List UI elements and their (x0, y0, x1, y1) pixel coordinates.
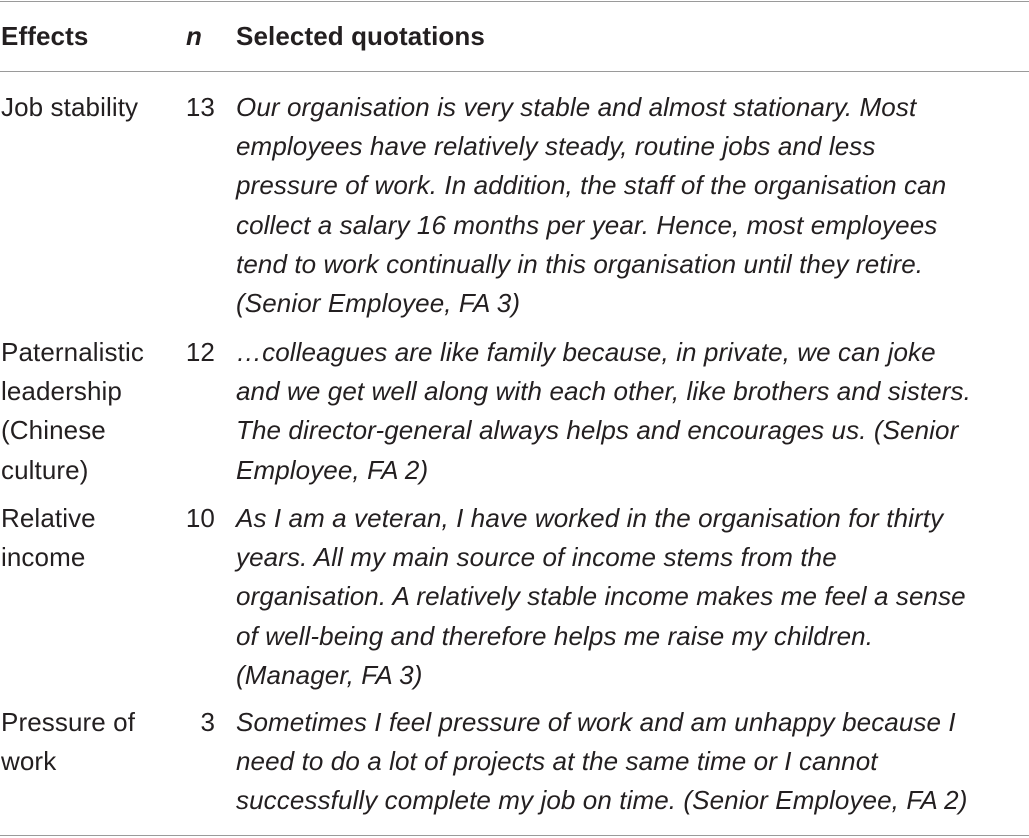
row-3-effect (1, 499, 171, 577)
quote-line: collect a salary 16 months per year. Hence, most employees (236, 209, 938, 240)
row-4-n: 3 (200, 707, 215, 737)
quote-line: successfully complete my job on time. (Senior Employee, FA 2) (236, 785, 968, 816)
quote-line: need to do a lot of projects at the same time or I cannot (236, 746, 878, 777)
row-2-effect-line: leadership (1, 376, 122, 407)
row-3-effect-line: Relative (1, 503, 96, 533)
row-3-effect-line: income (1, 542, 86, 573)
row-1-effect-line: Job stability (1, 92, 139, 122)
row-2-effect (1, 333, 171, 490)
quote-line: of well-being and therefore helps me raise my children. (236, 620, 874, 651)
row-2-effect-line: (Chinese (1, 415, 106, 446)
quote-line: As I am a veteran, I have worked in the organisation for thirty (236, 503, 944, 533)
row-2-quote (236, 333, 1026, 490)
header-rule (0, 71, 1029, 72)
quote-line: employees have relatively steady, routine jobs and less (236, 131, 876, 162)
quote-line: tend to work continually in this organisation until they retire. (236, 248, 924, 279)
quote-line: and we get well along with each other, like brothers and sisters. (236, 376, 971, 407)
quote-line: The director-general always helps and encourages us. (Senior (236, 415, 959, 446)
quote-line: years. All my main source of income stems from the (236, 542, 837, 573)
header-n: n (186, 21, 202, 51)
row-3-n: 10 (185, 503, 215, 533)
row-2-effect-line: culture) (1, 454, 89, 485)
row-4-quote (236, 703, 1026, 821)
row-4-effect-line: work (1, 746, 57, 777)
quote-line: pressure of work. In addition, the staff of the organisation can (236, 170, 947, 201)
row-2-effect-line: Paternalistic (1, 337, 144, 367)
row-3-quote (236, 499, 1026, 695)
table-bottom-rule (0, 835, 1029, 836)
row-4-effect (1, 703, 171, 781)
row-1-effect (1, 88, 171, 127)
row-2-n: 12 (185, 337, 215, 367)
quote-line: (Senior Employee, FA 3) (236, 288, 521, 319)
quote-line: Our organisation is very stable and almost stationary. Most (236, 92, 917, 122)
row-4-effect-line: Pressure of (1, 707, 136, 737)
quote-line: …colleagues are like family because, in private, we can joke (236, 337, 936, 367)
quote-line: Sometimes I feel pressure of work and am unhappy because I (236, 707, 956, 737)
table-top-rule (0, 1, 1029, 2)
quote-line: Employee, FA 2) (236, 454, 429, 485)
row-1-quote (236, 88, 1026, 323)
header-effects: Effects (1, 21, 89, 51)
row-1-n: 13 (185, 92, 215, 122)
quote-line: (Manager, FA 3) (236, 659, 423, 690)
quote-line: organisation. A relatively stable income makes me feel a sense (236, 581, 966, 612)
header-quotations: Selected quotations (236, 21, 485, 51)
